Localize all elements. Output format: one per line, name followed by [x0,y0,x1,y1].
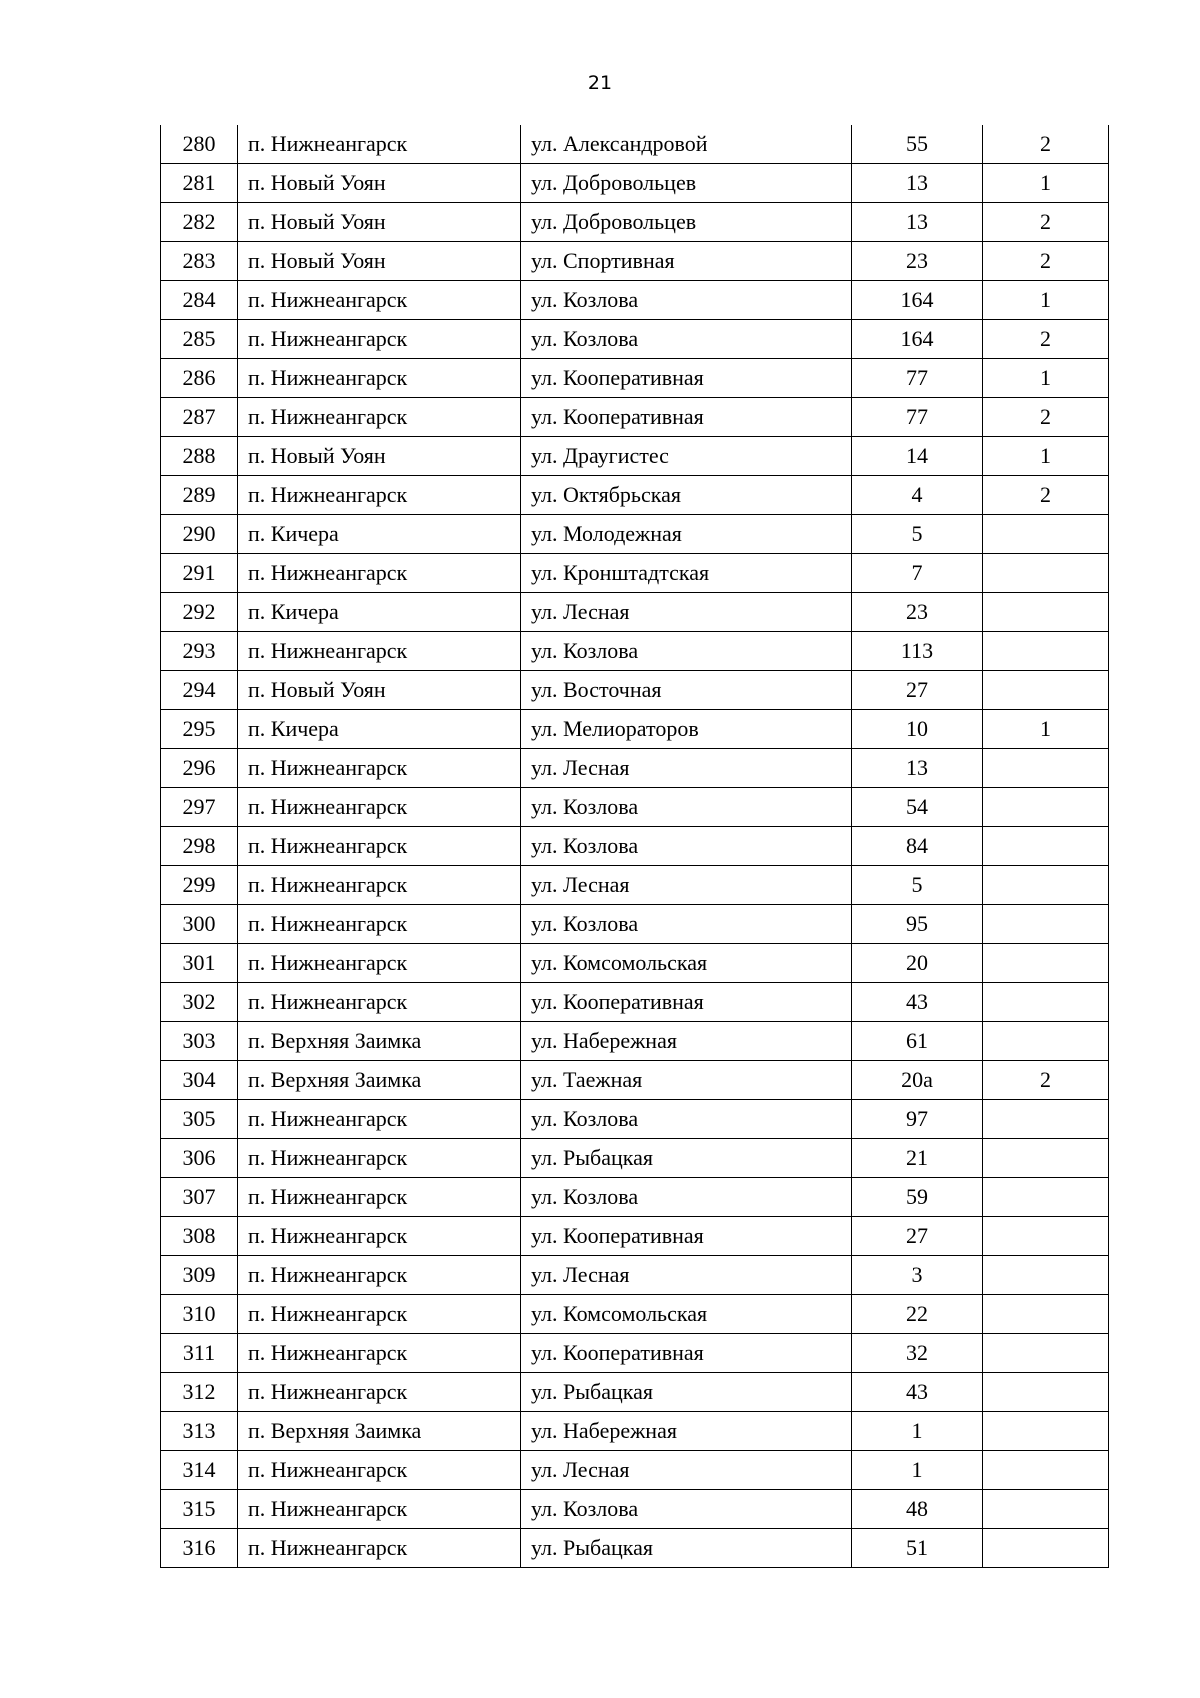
row-number-cell: 281 [161,164,238,203]
table-row [161,1334,1109,1373]
settlement-cell: п. Нижнеангарск [238,866,521,905]
house-number-cell: 5 [852,515,983,554]
flat-number-cell [983,554,1109,593]
street-cell: ул. Козлова [521,320,852,359]
table-row [161,905,1109,944]
flat-number-cell [983,788,1109,827]
settlement-cell: п. Кичера [238,515,521,554]
table-row [161,437,1109,476]
settlement-cell: п. Нижнеангарск [238,944,521,983]
row-number-cell: 296 [161,749,238,788]
table-row [161,1100,1109,1139]
address-table-body [161,125,1109,1568]
row-number-cell: 295 [161,710,238,749]
street-cell: ул. Молодежная [521,515,852,554]
street-cell: ул. Рыбацкая [521,1529,852,1568]
house-number-cell: 55 [852,125,983,164]
table-row [161,1061,1109,1100]
table-row [161,710,1109,749]
settlement-cell: п. Кичера [238,593,521,632]
table-row [161,1256,1109,1295]
settlement-cell: п. Кичера [238,710,521,749]
row-number-cell: 288 [161,437,238,476]
flat-number-cell [983,1295,1109,1334]
house-number-cell: 95 [852,905,983,944]
flat-number-cell: 2 [983,242,1109,281]
house-number-cell: 3 [852,1256,983,1295]
row-number-cell: 293 [161,632,238,671]
street-cell: ул. Александровой [521,125,852,164]
row-number-cell: 291 [161,554,238,593]
street-cell: ул. Козлова [521,788,852,827]
table-row [161,1373,1109,1412]
street-cell: ул. Лесная [521,1451,852,1490]
flat-number-cell: 2 [983,125,1109,164]
settlement-cell: п. Нижнеангарск [238,1178,521,1217]
settlement-cell: п. Нижнеангарск [238,1100,521,1139]
street-cell: ул. Таежная [521,1061,852,1100]
street-cell: ул. Комсомольская [521,944,852,983]
settlement-cell: п. Нижнеангарск [238,125,521,164]
row-number-cell: 290 [161,515,238,554]
street-cell: ул. Восточная [521,671,852,710]
row-number-cell: 301 [161,944,238,983]
settlement-cell: п. Нижнеангарск [238,983,521,1022]
house-number-cell: 14 [852,437,983,476]
house-number-cell: 51 [852,1529,983,1568]
house-number-cell: 77 [852,398,983,437]
street-cell: ул. Козлова [521,281,852,320]
street-cell: ул. Кооперативная [521,983,852,1022]
row-number-cell: 285 [161,320,238,359]
street-cell: ул. Кронштадтская [521,554,852,593]
flat-number-cell [983,1412,1109,1451]
flat-number-cell [983,1373,1109,1412]
flat-number-cell [983,827,1109,866]
table-row [161,749,1109,788]
house-number-cell: 21 [852,1139,983,1178]
row-number-cell: 314 [161,1451,238,1490]
street-cell: ул. Добровольцев [521,203,852,242]
flat-number-cell [983,632,1109,671]
row-number-cell: 310 [161,1295,238,1334]
street-cell: ул. Лесная [521,866,852,905]
row-number-cell: 280 [161,125,238,164]
row-number-cell: 283 [161,242,238,281]
house-number-cell: 43 [852,983,983,1022]
street-cell: ул. Комсомольская [521,1295,852,1334]
street-cell: ул. Кооперативная [521,1217,852,1256]
flat-number-cell [983,1490,1109,1529]
settlement-cell: п. Нижнеангарск [238,632,521,671]
house-number-cell: 13 [852,203,983,242]
street-cell: ул. Козлова [521,1100,852,1139]
street-cell: ул. Набережная [521,1412,852,1451]
house-number-cell: 77 [852,359,983,398]
settlement-cell: п. Новый Уоян [238,164,521,203]
street-cell: ул. Драугистес [521,437,852,476]
house-number-cell: 20 [852,944,983,983]
settlement-cell: п. Нижнеангарск [238,1334,521,1373]
flat-number-cell [983,1139,1109,1178]
page-number: 21 [587,72,613,94]
table-row [161,125,1109,164]
table-row [161,1490,1109,1529]
table-row [161,1178,1109,1217]
flat-number-cell [983,515,1109,554]
street-cell: ул. Спортивная [521,242,852,281]
row-number-cell: 303 [161,1022,238,1061]
house-number-cell: 48 [852,1490,983,1529]
table-row [161,1412,1109,1451]
row-number-cell: 297 [161,788,238,827]
row-number-cell: 316 [161,1529,238,1568]
table-row [161,476,1109,515]
settlement-cell: п. Нижнеангарск [238,1139,521,1178]
house-number-cell: 84 [852,827,983,866]
street-cell: ул. Козлова [521,1490,852,1529]
table-row [161,983,1109,1022]
house-number-cell: 27 [852,1217,983,1256]
table-row [161,593,1109,632]
row-number-cell: 282 [161,203,238,242]
street-cell: ул. Козлова [521,632,852,671]
flat-number-cell: 1 [983,281,1109,320]
street-cell: ул. Козлова [521,905,852,944]
street-cell: ул. Добровольцев [521,164,852,203]
house-number-cell: 164 [852,320,983,359]
row-number-cell: 307 [161,1178,238,1217]
settlement-cell: п. Верхняя Заимка [238,1061,521,1100]
flat-number-cell: 2 [983,320,1109,359]
settlement-cell: п. Новый Уоян [238,437,521,476]
house-number-cell: 97 [852,1100,983,1139]
table-row [161,944,1109,983]
street-cell: ул. Рыбацкая [521,1373,852,1412]
settlement-cell: п. Нижнеангарск [238,905,521,944]
house-number-cell: 13 [852,164,983,203]
settlement-cell: п. Нижнеангарск [238,1217,521,1256]
house-number-cell: 32 [852,1334,983,1373]
table-row [161,671,1109,710]
settlement-cell: п. Нижнеангарск [238,1529,521,1568]
row-number-cell: 292 [161,593,238,632]
row-number-cell: 308 [161,1217,238,1256]
flat-number-cell [983,1529,1109,1568]
street-cell: ул. Кооперативная [521,398,852,437]
flat-number-cell: 2 [983,476,1109,515]
settlement-cell: п. Нижнеангарск [238,827,521,866]
flat-number-cell [983,1334,1109,1373]
house-number-cell: 61 [852,1022,983,1061]
street-cell: ул. Октябрьская [521,476,852,515]
flat-number-cell [983,749,1109,788]
street-cell: ул. Лесная [521,1256,852,1295]
table-row [161,1451,1109,1490]
row-number-cell: 305 [161,1100,238,1139]
flat-number-cell [983,944,1109,983]
settlement-cell: п. Нижнеангарск [238,281,521,320]
settlement-cell: п. Нижнеангарск [238,1451,521,1490]
settlement-cell: п. Новый Уоян [238,203,521,242]
table-row [161,359,1109,398]
settlement-cell: п. Нижнеангарск [238,554,521,593]
settlement-cell: п. Нижнеангарск [238,1295,521,1334]
flat-number-cell [983,1217,1109,1256]
settlement-cell: п. Новый Уоян [238,671,521,710]
row-number-cell: 287 [161,398,238,437]
house-number-cell: 20а [852,1061,983,1100]
row-number-cell: 289 [161,476,238,515]
row-number-cell: 311 [161,1334,238,1373]
street-cell: ул. Лесная [521,593,852,632]
settlement-cell: п. Нижнеангарск [238,320,521,359]
table-row [161,788,1109,827]
row-number-cell: 312 [161,1373,238,1412]
street-cell: ул. Набережная [521,1022,852,1061]
row-number-cell: 299 [161,866,238,905]
house-number-cell: 1 [852,1451,983,1490]
table-row [161,320,1109,359]
house-number-cell: 22 [852,1295,983,1334]
flat-number-cell [983,1178,1109,1217]
table-row [161,398,1109,437]
row-number-cell: 315 [161,1490,238,1529]
house-number-cell: 10 [852,710,983,749]
house-number-cell: 59 [852,1178,983,1217]
settlement-cell: п. Нижнеангарск [238,398,521,437]
row-number-cell: 294 [161,671,238,710]
flat-number-cell [983,983,1109,1022]
row-number-cell: 313 [161,1412,238,1451]
settlement-cell: п. Нижнеангарск [238,749,521,788]
street-cell: ул. Кооперативная [521,359,852,398]
flat-number-cell: 2 [983,1061,1109,1100]
flat-number-cell [983,1022,1109,1061]
settlement-cell: п. Верхняя Заимка [238,1022,521,1061]
street-cell: ул. Козлова [521,1178,852,1217]
table-row [161,515,1109,554]
house-number-cell: 13 [852,749,983,788]
table-row [161,1022,1109,1061]
row-number-cell: 284 [161,281,238,320]
flat-number-cell [983,1100,1109,1139]
table-row [161,242,1109,281]
address-table [160,125,1109,1568]
house-number-cell: 1 [852,1412,983,1451]
settlement-cell: п. Нижнеангарск [238,788,521,827]
table-row [161,632,1109,671]
flat-number-cell [983,1256,1109,1295]
table-row [161,281,1109,320]
house-number-cell: 113 [852,632,983,671]
flat-number-cell [983,866,1109,905]
flat-number-cell: 2 [983,398,1109,437]
street-cell: ул. Козлова [521,827,852,866]
house-number-cell: 23 [852,242,983,281]
settlement-cell: п. Нижнеангарск [238,1490,521,1529]
settlement-cell: п. Верхняя Заимка [238,1412,521,1451]
table-row [161,203,1109,242]
row-number-cell: 300 [161,905,238,944]
table-row [161,1295,1109,1334]
house-number-cell: 164 [852,281,983,320]
row-number-cell: 298 [161,827,238,866]
table-row [161,827,1109,866]
row-number-cell: 306 [161,1139,238,1178]
house-number-cell: 4 [852,476,983,515]
settlement-cell: п. Нижнеангарск [238,1373,521,1412]
table-row [161,1217,1109,1256]
settlement-cell: п. Нижнеангарск [238,359,521,398]
street-cell: ул. Лесная [521,749,852,788]
house-number-cell: 27 [852,671,983,710]
settlement-cell: п. Нижнеангарск [238,1256,521,1295]
street-cell: ул. Мелиораторов [521,710,852,749]
street-cell: ул. Кооперативная [521,1334,852,1373]
flat-number-cell: 1 [983,164,1109,203]
flat-number-cell [983,671,1109,710]
house-number-cell: 23 [852,593,983,632]
flat-number-cell: 2 [983,203,1109,242]
flat-number-cell: 1 [983,710,1109,749]
row-number-cell: 286 [161,359,238,398]
settlement-cell: п. Нижнеангарск [238,476,521,515]
house-number-cell: 43 [852,1373,983,1412]
house-number-cell: 5 [852,866,983,905]
table-row [161,1529,1109,1568]
flat-number-cell: 1 [983,437,1109,476]
table-row [161,866,1109,905]
row-number-cell: 309 [161,1256,238,1295]
settlement-cell: п. Новый Уоян [238,242,521,281]
house-number-cell: 7 [852,554,983,593]
house-number-cell: 54 [852,788,983,827]
row-number-cell: 302 [161,983,238,1022]
table-row [161,1139,1109,1178]
row-number-cell: 304 [161,1061,238,1100]
table-row [161,554,1109,593]
flat-number-cell [983,1451,1109,1490]
flat-number-cell [983,905,1109,944]
flat-number-cell: 1 [983,359,1109,398]
street-cell: ул. Рыбацкая [521,1139,852,1178]
table-row [161,164,1109,203]
flat-number-cell [983,593,1109,632]
